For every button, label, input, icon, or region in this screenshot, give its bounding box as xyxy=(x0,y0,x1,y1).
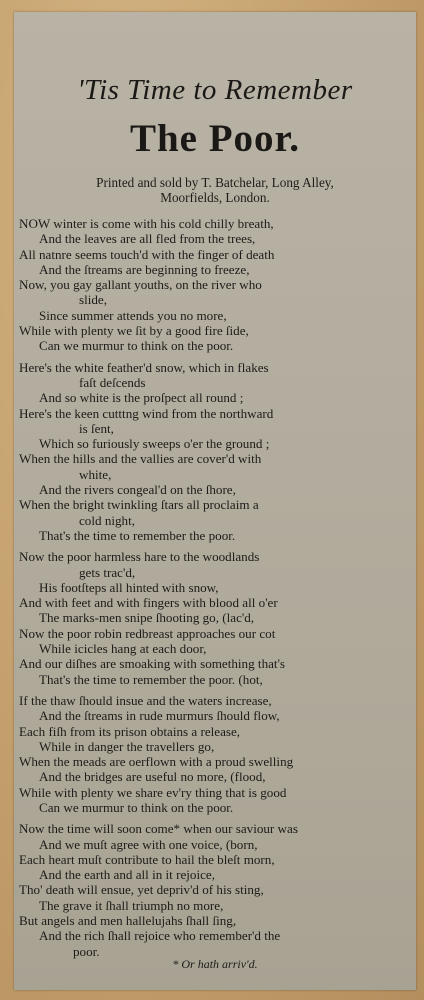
poem-line: Each fiſh from its prison obtains a release, xyxy=(19,723,241,739)
poem-line: The grave it ſhall triumph no more, xyxy=(39,897,224,913)
poem-line: Which so furiously sweeps o'er the ground ; xyxy=(39,436,270,452)
poem-line: poor. xyxy=(73,943,100,959)
poem-line: His footſteps all hinted with snow, xyxy=(39,579,219,595)
poem-line: Each heart muſt contribute to hail the bleſt morn, xyxy=(19,851,275,867)
poem-line: And the earth and all in it rejoice, xyxy=(39,867,215,883)
poem-line: Here's the white feather'd snow, which in flakes xyxy=(19,359,269,375)
poem-line: And the rich ſhall rejoice who remember'd the xyxy=(39,928,281,944)
title-line-1: 'Tis Time to Remember xyxy=(77,74,353,106)
stanza xyxy=(19,549,375,687)
printer-imprint xyxy=(14,175,416,205)
poem-line: That's the time to remember the poor. xyxy=(39,527,236,543)
poem-line: And so white is the proſpect all round ; xyxy=(39,390,244,406)
poem-line: While in danger the travellers go, xyxy=(39,738,215,754)
stanza xyxy=(19,216,375,354)
poem-line: is ſent, xyxy=(79,420,114,436)
imprint-line: Moorfields, London. xyxy=(160,190,270,205)
poem-line: When the hills and the vallies are cover'd with xyxy=(19,451,262,467)
poem-line: If the thaw ſhould insue and the waters increase, xyxy=(19,692,272,708)
poem-line: NOW winter is come with his cold chilly breath, xyxy=(19,216,274,231)
poem-line: gets trac'd, xyxy=(79,564,136,580)
poem-line: Since summer attends you no more, xyxy=(39,307,227,323)
poem-line: Tho' death will ensue, yet depriv'd of his sting, xyxy=(19,882,264,898)
poem-line: When the bright twinkling ſtars all proclaim a xyxy=(19,497,259,513)
poem-line: While with plenty we ſit by a good fire ſide, xyxy=(19,323,249,339)
poem-line: And the rivers congeal'd on the ſhore, xyxy=(39,482,236,498)
poem-line: cold night, xyxy=(79,512,136,528)
title-line-2: The Poor. xyxy=(129,117,301,160)
poem-line: That's the time to remember the poor. (hot, xyxy=(39,671,263,687)
poem-line: white, xyxy=(79,466,112,482)
poem-line: When the meads are oerflown with a proud swelling xyxy=(19,754,294,770)
poem-line: And with feet and with fingers with blood all o'er xyxy=(19,595,278,611)
poem-line: faſt deſcends xyxy=(79,374,146,390)
imprint-line: Printed and sold by T. Batchelar, Long Alley, xyxy=(96,175,334,190)
stanza xyxy=(19,693,375,815)
poem-line: And the ſtreams are beginning to freeze, xyxy=(39,261,250,277)
poem-line: Now the poor harmless hare to the woodlands xyxy=(19,549,260,565)
poem-line: And our diſhes are smoaking with something that's xyxy=(19,656,286,672)
poem-line: While icicles hang at each door, xyxy=(39,641,207,657)
poem-line: While with plenty we share ev'ry thing that is good xyxy=(19,784,287,800)
poem-line: But angels and men hallelujahs ſhall ſing, xyxy=(19,913,237,929)
stanza xyxy=(19,360,375,544)
poem-line: Can we murmur to think on the poor. xyxy=(39,338,234,354)
poem-line: Now the poor robin redbreast approaches our cot xyxy=(19,625,276,641)
poem-line: And the bridges are useful no more, (flood, xyxy=(39,769,266,785)
poem-line: Here's the keen cutttng wind from the northward xyxy=(19,405,274,421)
poem-line: All natnre seems touch'd with the finger of death xyxy=(19,246,275,262)
broadside-sheet xyxy=(14,12,416,990)
poem-line: Now, you gay gallant youths, on the river who xyxy=(19,277,262,293)
poem-line: The marks-men snipe ſhooting go, (lac'd, xyxy=(39,610,255,626)
poem-line: And we muſt agree with one voice, (born, xyxy=(39,836,258,852)
poem-line: Can we murmur to think on the poor. xyxy=(39,799,234,815)
poem-line: slide, xyxy=(79,292,108,308)
poem-line: And the ſtreams in rude murmurs ſhould flow, xyxy=(39,708,280,724)
poem-line: And the leaves are all fled from the trees, xyxy=(39,231,256,247)
poem-body xyxy=(19,216,375,965)
footnote: * Or hath arriv'd. xyxy=(172,957,258,971)
stanza xyxy=(19,821,375,959)
poem-line: Now the time will soon come* when our saviour was xyxy=(19,821,298,837)
